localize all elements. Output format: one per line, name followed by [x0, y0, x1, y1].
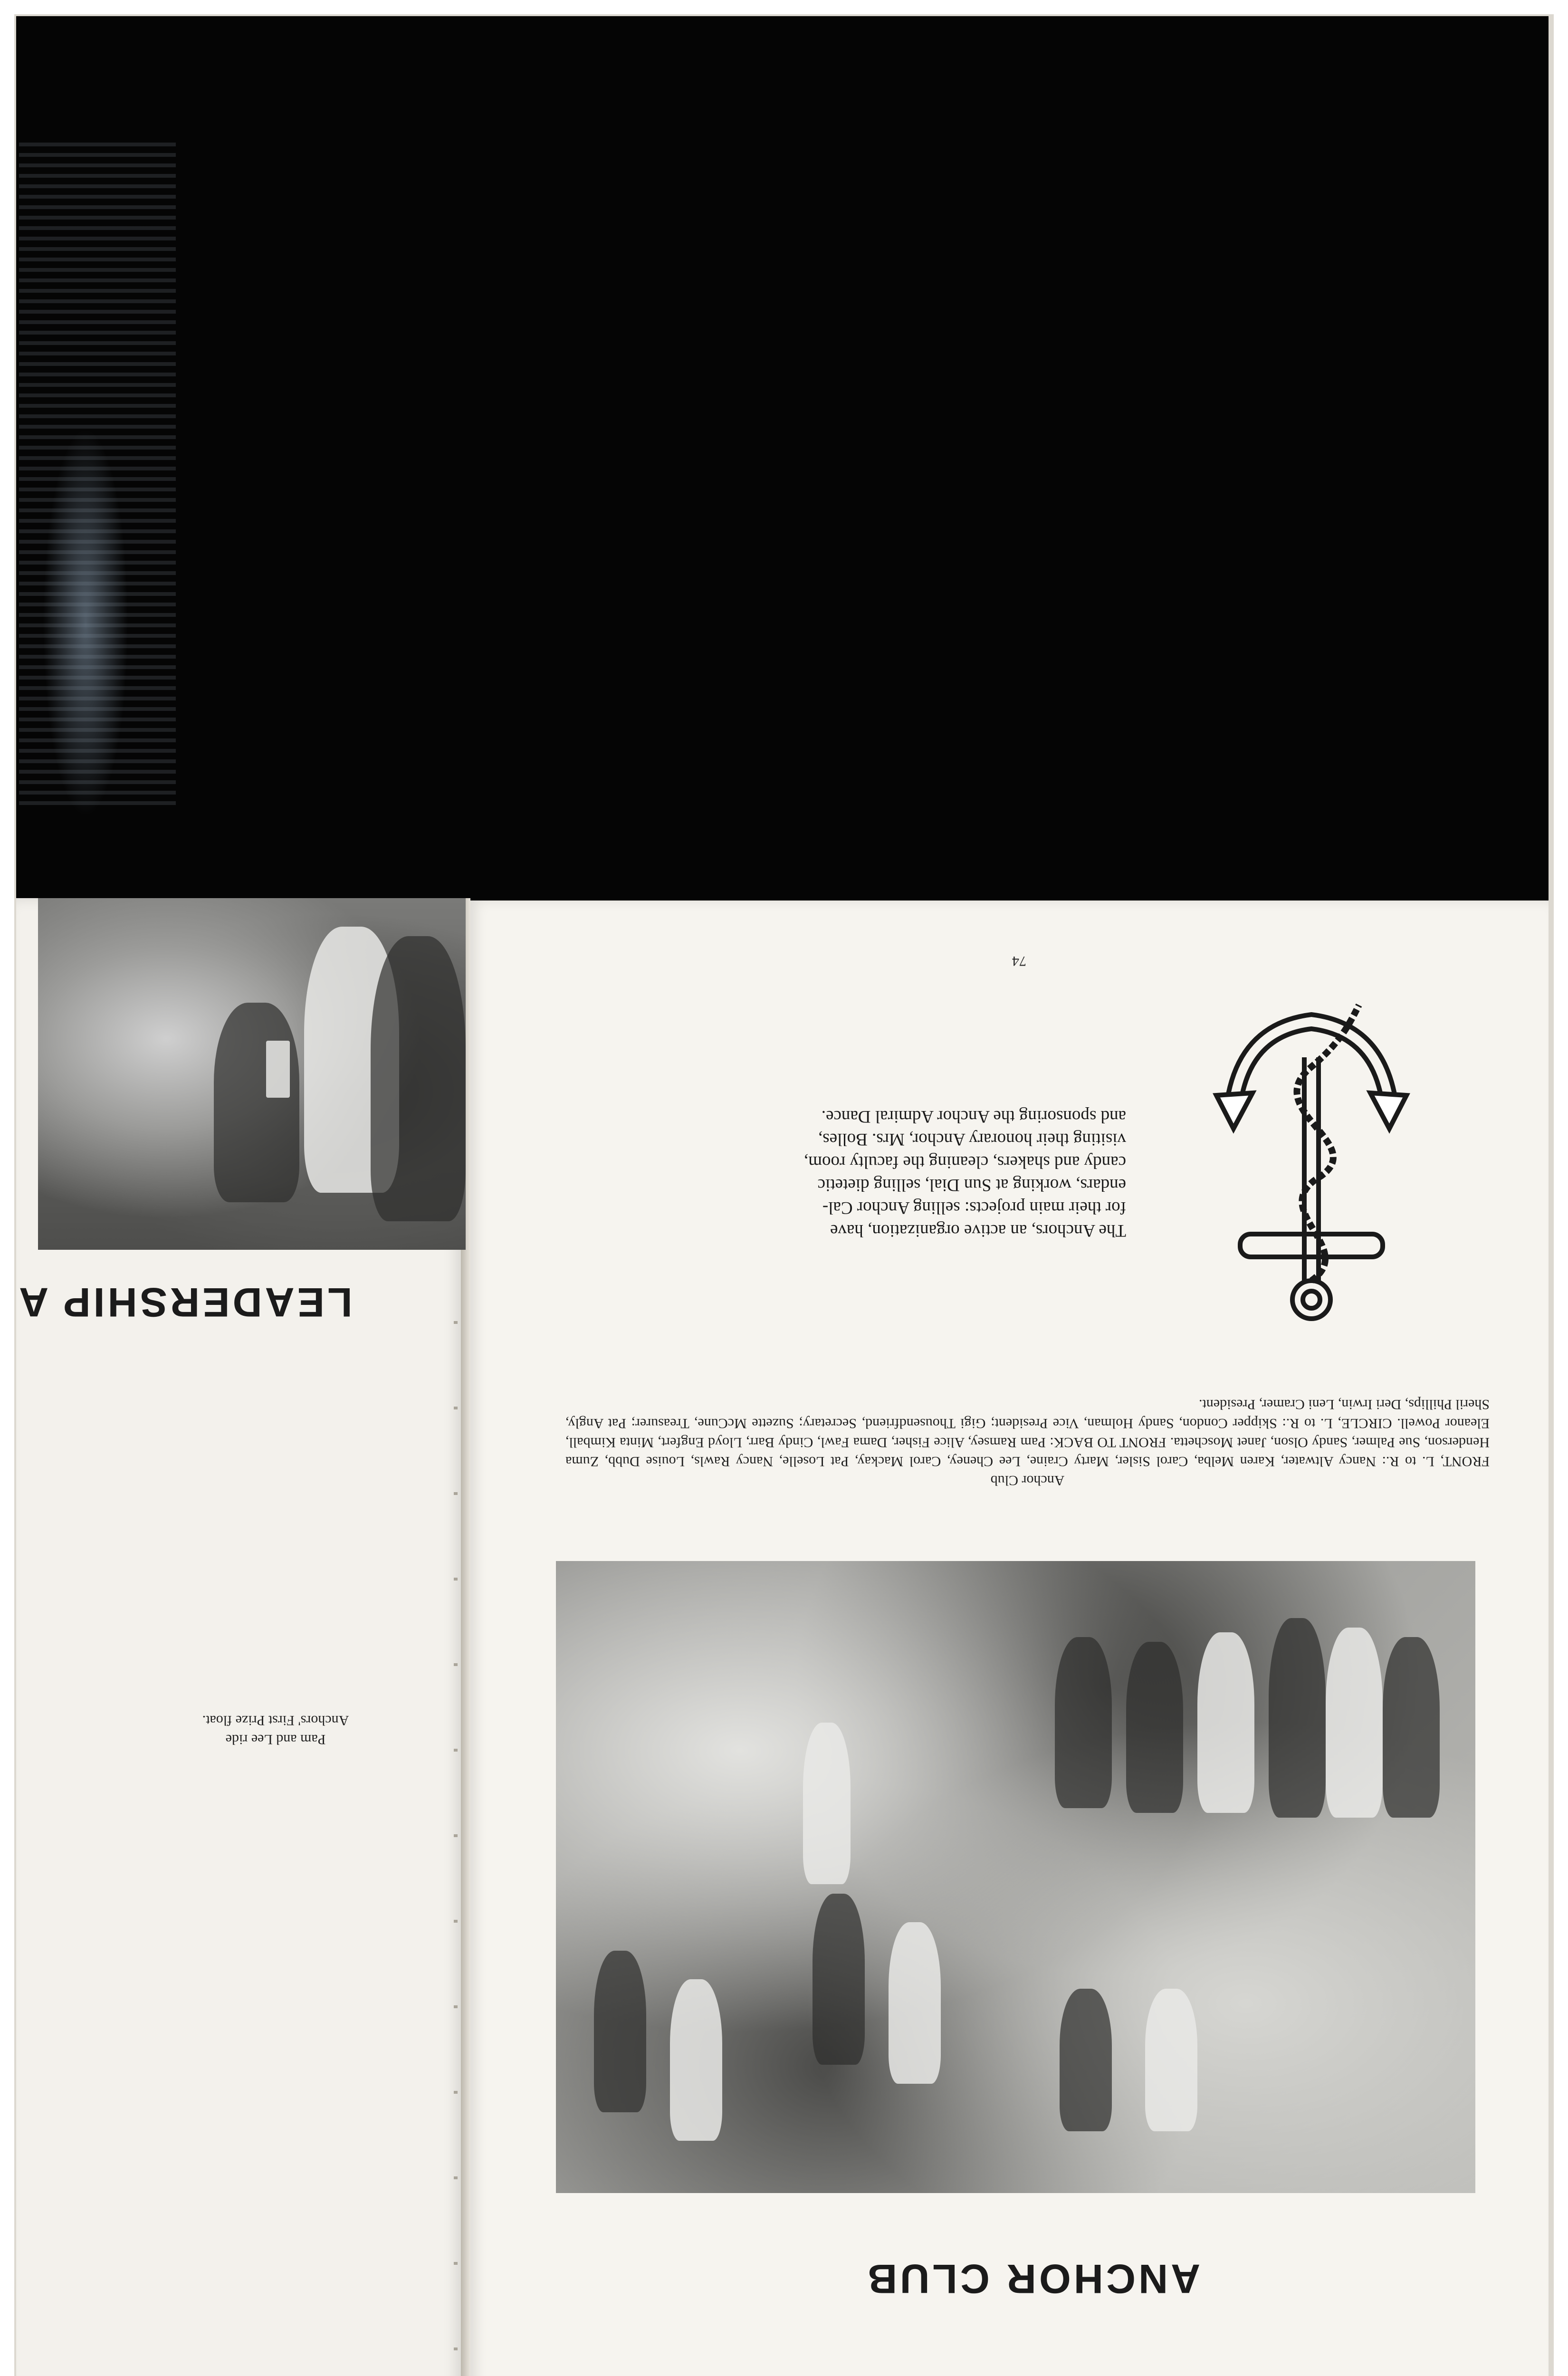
photo-figure [1055, 1637, 1112, 1808]
scan-glow [43, 428, 128, 817]
photo-figure [1126, 1642, 1183, 1813]
club-caption [565, 1395, 1490, 1490]
float-caption [185, 1711, 366, 1749]
photo-figure [803, 1723, 851, 1884]
intro-line: endars, working at Sun Dial, selling dietetic [817, 1175, 1126, 1195]
intro-paragraph [679, 1105, 1126, 1242]
caption-body: FRONT, L. to R.: Nancy Altwater, Karen Melba, Carol Sisler, Marty Craine, Lee Cheney, Carol Mackay, Pat Loselle, Nancy Rawls, Louise Dubb, Zuma Henderson, Sue Palmer, Sandy Olson, Janet Moschetta. FRONT TO BACK: Pam Ramsey, Alice Fisher, Dama Fawl, Cindy Barr, Lloyd Engfert, Minta Kimball, Eleanor Powell. CIRCLE, L. to R.: Skipper Condon, Sandy Holman, Vice President; Gigi Thousendfriend, Secretary; Suzette McCune, Treasurer; Pat Angly, Sheril Phillips, Deri Irwin, Leni Cramer, President. [565, 1397, 1490, 1469]
intro-line: visiting their honorary Anchor, Mrs. Bolles, [818, 1130, 1126, 1149]
scanner-background [16, 16, 1549, 905]
caption-heading: Anchor Club [990, 1473, 1065, 1488]
photo-figure [1197, 1632, 1254, 1813]
caption-line: Anchors' First Prize float. [202, 1713, 349, 1728]
caption-line: Pam and Lee ride [225, 1732, 326, 1747]
photo-figure [594, 1951, 646, 2112]
photo-figure [813, 1894, 865, 2065]
photo-figure [1383, 1637, 1440, 1818]
anchor-icon [1207, 991, 1416, 1333]
intro-line: The Anchors, an active organization, have [830, 1221, 1126, 1240]
photo-figure [371, 936, 466, 1221]
page-title: ANCHOR CLUB [865, 2256, 1201, 2301]
photo-figure [1145, 1989, 1197, 2131]
photo-figure [1326, 1628, 1383, 1818]
photo-figure [214, 1003, 299, 1202]
float-photo [38, 898, 466, 1250]
photo-figure [1269, 1618, 1326, 1818]
club-photo [556, 1561, 1475, 2193]
photo-figure [889, 1922, 941, 2084]
photo-figure [1060, 1989, 1112, 2131]
intro-line: candy and shakers, cleaning the faculty room, [803, 1152, 1126, 1172]
page-number: 74 [1012, 953, 1026, 969]
binding-marks [454, 1236, 458, 2376]
intro-line: and sponsoring the Anchor Admiral Dance. [821, 1107, 1126, 1126]
section-title: LEADERSHIP A [16, 1279, 353, 1325]
photo-figure [266, 1041, 290, 1098]
intro-line: for their main projects: selling Anchor Cal- [822, 1198, 1126, 1217]
photo-figure [670, 1979, 722, 2141]
